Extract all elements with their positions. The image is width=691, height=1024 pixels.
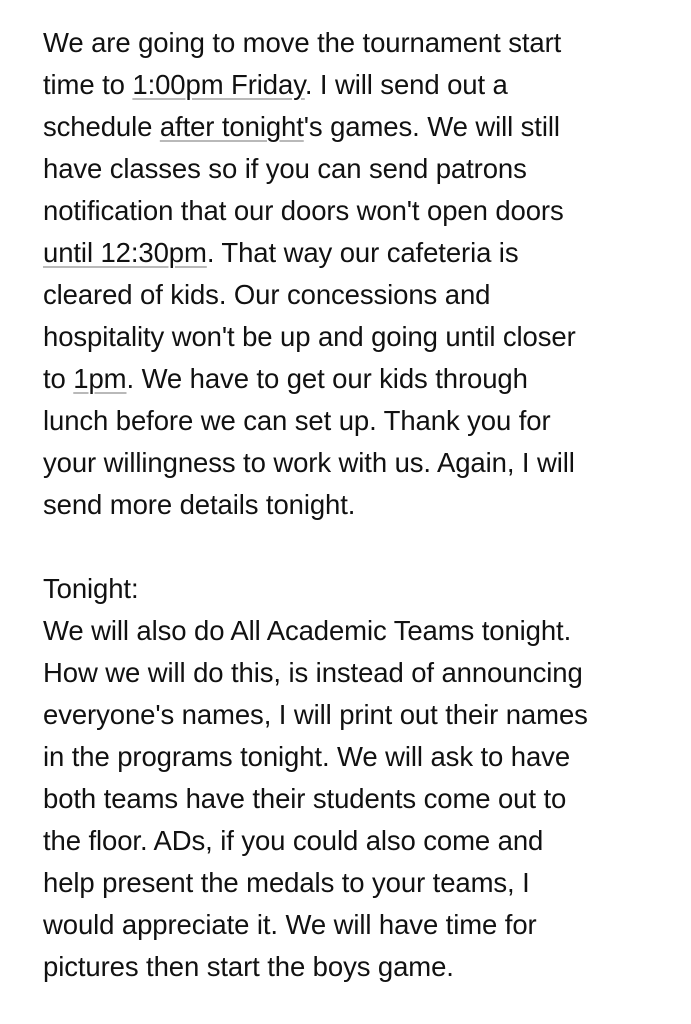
message-line: in the programs tonight. We will ask to have xyxy=(43,741,571,772)
detected-date-link[interactable]: 1pm xyxy=(73,363,127,394)
message-paragraph-1 xyxy=(43,22,683,526)
message-body xyxy=(43,22,683,988)
message-line: cleared of kids. Our concessions and xyxy=(43,279,491,310)
message-text: time to xyxy=(43,69,133,100)
message-paragraph-2 xyxy=(43,568,683,988)
message-line: would appreciate it. We will have time for xyxy=(43,909,537,940)
message-line xyxy=(43,232,683,274)
message-line: everyone's names, I will print out their names xyxy=(43,699,588,730)
message-line: both teams have their students come out to xyxy=(43,783,567,814)
message-text: to xyxy=(43,363,74,394)
message-line: notification that our doors won't open doors xyxy=(43,195,564,226)
message-line: hospitality won't be up and going until closer xyxy=(43,321,576,352)
detected-date-link[interactable]: 1:00pm Friday xyxy=(132,69,305,100)
message-text: . We have to get our kids through xyxy=(126,363,528,394)
message-line: your willingness to work with us. Again, I will xyxy=(43,447,575,478)
message-line: We are going to move the tournament start xyxy=(43,27,562,58)
message-line: How we will do this, is instead of announcing xyxy=(43,657,583,688)
message-text: . That way our cafeteria is xyxy=(206,237,519,268)
message-line: have classes so if you can send patrons xyxy=(43,153,527,184)
section-heading: Tonight: xyxy=(43,573,139,604)
message-line: lunch before we can set up. Thank you for xyxy=(43,405,551,436)
message-text: . I will send out a xyxy=(304,69,508,100)
message-line: We will also do All Academic Teams tonight. xyxy=(43,615,572,646)
message-line: send more details tonight. xyxy=(43,489,356,520)
message-line: help present the medals to your teams, I xyxy=(43,867,530,898)
message-line: pictures then start the boys game. xyxy=(43,951,454,982)
message-text: 's games. We will still xyxy=(303,111,560,142)
detected-date-link[interactable]: after tonight xyxy=(159,111,304,142)
message-line xyxy=(43,358,683,400)
paragraph-spacer xyxy=(43,526,683,568)
message-text: schedule xyxy=(43,111,160,142)
detected-date-link[interactable]: until 12:30pm xyxy=(43,237,207,268)
message-line xyxy=(43,106,683,148)
message-line: the floor. ADs, if you could also come and xyxy=(43,825,544,856)
message-line xyxy=(43,64,683,106)
